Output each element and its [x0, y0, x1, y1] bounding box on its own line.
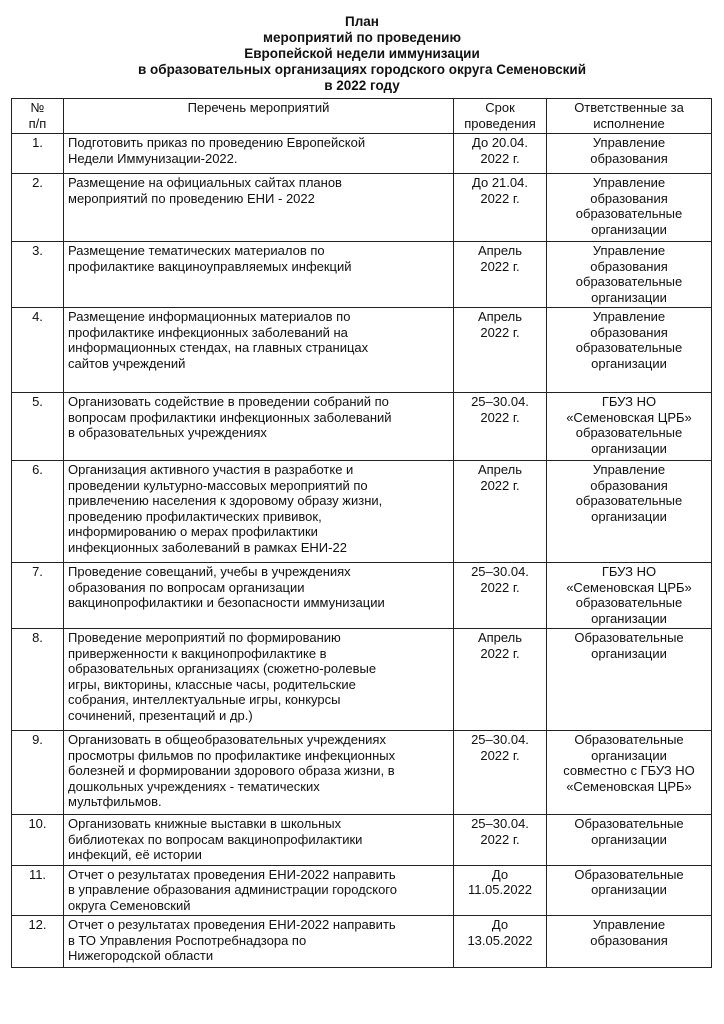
- row-responsible-line: Образовательные: [574, 630, 684, 645]
- row-responsible-line: Управление: [592, 462, 666, 477]
- row-responsible-line: Управление: [592, 309, 666, 324]
- table-row: [12, 461, 712, 563]
- row-term-line: Апрель: [477, 309, 523, 324]
- row-number: 8.: [12, 629, 64, 731]
- table-row: [12, 174, 712, 242]
- row-event-line: привлечению населения к здоровому образу жизни,: [68, 493, 383, 508]
- row-event: [64, 461, 454, 563]
- row-responsible: [547, 916, 712, 968]
- title-line: Европейской недели иммунизации: [244, 46, 480, 61]
- row-number: 2.: [12, 174, 64, 242]
- row-event-line: в управление образования администрации городского: [68, 882, 397, 897]
- row-event: [64, 308, 454, 393]
- row-term: [454, 308, 547, 393]
- row-number: 9.: [12, 731, 64, 815]
- row-term-line: До: [491, 917, 509, 932]
- row-responsible-line: образования: [590, 324, 668, 340]
- row-term-line: 2022 г.: [480, 477, 520, 493]
- row-event-line: мероприятий по проведению ЕНИ - 2022: [68, 190, 315, 206]
- row-event-line: Проведение совещаний, учебы в учреждениях: [68, 564, 351, 579]
- row-term-line: 2022 г.: [480, 190, 520, 206]
- row-responsible-line: ГБУЗ НО: [601, 394, 657, 409]
- row-responsible-line: Управление: [592, 917, 666, 932]
- row-term-line: До 20.04.: [472, 135, 528, 150]
- row-event-line: инфекционных заболеваний в рамках ЕНИ-22: [68, 539, 347, 555]
- row-event-line: Размещение информационных материалов по: [68, 309, 351, 324]
- row-event-line: Организовать содействие в проведении собраний по: [68, 394, 389, 409]
- row-responsible: [547, 393, 712, 461]
- table-row: [12, 629, 712, 731]
- row-term-line: 2022 г.: [480, 324, 520, 340]
- table-row: [12, 563, 712, 629]
- row-number: 5.: [12, 393, 64, 461]
- row-event-line: проведении культурно-массовых мероприятий по: [68, 477, 368, 493]
- row-event: [64, 563, 454, 629]
- row-responsible: [547, 815, 712, 866]
- row-event-line: информированию о мерах профилактики: [68, 524, 318, 539]
- row-responsible-line: образования: [590, 190, 668, 206]
- row-term: [454, 731, 547, 815]
- row-number: 3.: [12, 242, 64, 308]
- row-term-line: Апрель: [477, 462, 523, 477]
- row-term: [454, 393, 547, 461]
- row-term-line: 13.05.2022: [467, 932, 533, 948]
- row-term: [454, 134, 547, 174]
- row-number: 4.: [12, 308, 64, 393]
- row-responsible-line: организации: [591, 221, 667, 237]
- row-event-line: округа Семеновский: [68, 897, 191, 913]
- row-number: 10.: [12, 815, 64, 866]
- row-term: [454, 865, 547, 916]
- row-responsible-line: образования: [590, 477, 668, 493]
- row-term-line: 2022 г.: [480, 579, 520, 595]
- title-line: План: [345, 14, 379, 29]
- row-number: 7.: [12, 563, 64, 629]
- row-event-line: Отчет о результатах проведения ЕНИ-2022 направить: [68, 917, 396, 932]
- row-term: [454, 815, 547, 866]
- row-responsible-line: «Семеновская ЦРБ»: [566, 778, 692, 794]
- row-responsible-line: образовательные: [575, 595, 683, 610]
- row-responsible-line: образовательные: [575, 340, 683, 355]
- row-event: [64, 134, 454, 174]
- header-line: исполнение: [593, 115, 665, 131]
- row-term-line: До: [491, 866, 509, 882]
- row-responsible-line: организации: [591, 508, 667, 524]
- row-responsible: [547, 242, 712, 308]
- row-number: 12.: [12, 916, 64, 968]
- row-responsible-line: организации: [591, 747, 667, 763]
- row-responsible-line: совместно с ГБУЗ НО: [563, 763, 695, 778]
- row-event-line: собрания, интеллектуальные игры, конкурсы: [68, 692, 341, 707]
- document-title: [0, 14, 724, 94]
- title-line: в образовательных организациях городского округа Семеновский: [137, 62, 587, 77]
- row-responsible-line: Управление: [592, 243, 666, 258]
- row-term-line: Апрель: [477, 630, 523, 645]
- table-header-row: [12, 99, 712, 134]
- row-event: [64, 393, 454, 461]
- row-responsible-line: образовательные: [575, 493, 683, 508]
- header-events: [64, 99, 454, 134]
- row-responsible-line: образования: [590, 150, 668, 166]
- header-line: п/п: [28, 115, 47, 131]
- row-term-line: 2022 г.: [480, 150, 520, 166]
- header-line: Срок: [485, 100, 515, 115]
- row-responsible: [547, 865, 712, 916]
- table-row: [12, 815, 712, 866]
- row-event-line: вопросам профилактики инфекционных заболеваний: [68, 409, 392, 425]
- row-term-line: 2022 г.: [480, 409, 520, 425]
- row-event-line: профилактике инфекционных заболеваний на: [68, 324, 348, 340]
- row-responsible-line: организации: [591, 882, 667, 897]
- row-event-line: Размещение на официальных сайтах планов: [68, 175, 342, 190]
- row-responsible: [547, 308, 712, 393]
- row-event-line: проведению профилактических прививок,: [68, 508, 322, 524]
- events-table: [11, 98, 712, 968]
- row-event-line: библиотеках по вопросам вакцинопрофилактики: [68, 831, 363, 847]
- row-event-line: Организовать в общеобразовательных учреждениях: [68, 732, 386, 747]
- row-responsible-line: «Семеновская ЦРБ»: [566, 579, 692, 595]
- header-line: проведения: [464, 115, 536, 131]
- row-event-line: дошкольных учреждениях - тематических: [68, 778, 320, 794]
- table-row: [12, 393, 712, 461]
- row-event-line: информационных стендах, на главных страницах: [68, 340, 369, 355]
- header-number: [12, 99, 64, 134]
- row-responsible-line: образования: [590, 258, 668, 274]
- row-event-line: профилактике вакциноуправляемых инфекций: [68, 258, 352, 274]
- row-responsible-line: организации: [591, 645, 667, 661]
- row-event: [64, 174, 454, 242]
- row-event-line: приверженности к вакцинопрофилактике в: [68, 645, 327, 661]
- row-responsible: [547, 134, 712, 174]
- row-term-line: 11.05.2022: [467, 882, 533, 897]
- row-event-line: Организовать книжные выставки в школьных: [68, 816, 342, 831]
- row-event-line: Отчет о результатах проведения ЕНИ-2022 направить: [68, 866, 396, 882]
- row-event-line: Организация активного участия в разработке и: [68, 462, 354, 477]
- row-responsible: [547, 629, 712, 731]
- row-term-line: 25–30.04.: [471, 394, 529, 409]
- row-event-line: в ТО Управления Роспотребнадзора по: [68, 932, 307, 948]
- header-line: Перечень мероприятий: [187, 100, 330, 115]
- row-responsible-line: Управление: [592, 175, 666, 190]
- row-term-line: 2022 г.: [480, 258, 520, 274]
- row-responsible-line: организации: [591, 831, 667, 847]
- row-event-line: инфекций, её истории: [68, 847, 202, 862]
- row-event: [64, 731, 454, 815]
- row-responsible-line: ГБУЗ НО: [601, 564, 657, 579]
- row-event-line: образовательных организациях (сюжетно-ролевые: [68, 661, 377, 676]
- row-event-line: просмотры фильмов по профилактике инфекционных: [68, 747, 396, 763]
- row-event-line: игры, викторины, классные часы, родительские: [68, 676, 356, 692]
- table-row: [12, 865, 712, 916]
- title-line: в 2022 году: [324, 78, 400, 93]
- row-event-line: болезней и формировании здорового образа жизни, в: [68, 763, 395, 778]
- row-responsible-line: образовательные: [575, 206, 683, 221]
- row-responsible: [547, 563, 712, 629]
- table-row: [12, 916, 712, 968]
- row-number: 1.: [12, 134, 64, 174]
- row-term: [454, 563, 547, 629]
- table-row: [12, 731, 712, 815]
- row-responsible: [547, 461, 712, 563]
- row-number: 6.: [12, 461, 64, 563]
- row-term-line: До 21.04.: [472, 175, 528, 190]
- row-term: [454, 242, 547, 308]
- row-term-line: 25–30.04.: [471, 816, 529, 831]
- row-responsible-line: «Семеновская ЦРБ»: [566, 409, 692, 425]
- row-event-line: Нижегородской области: [68, 948, 214, 963]
- row-event: [64, 242, 454, 308]
- row-event-line: мультфильмов.: [68, 794, 162, 809]
- row-responsible-line: Образовательные: [574, 816, 684, 831]
- row-responsible-line: организации: [591, 355, 667, 371]
- row-term: [454, 461, 547, 563]
- table-row: [12, 134, 712, 174]
- row-event-line: в образовательных учреждениях: [68, 425, 267, 440]
- row-responsible-line: организации: [591, 610, 667, 626]
- row-responsible-line: Образовательные: [574, 732, 684, 747]
- row-responsible-line: Образовательные: [574, 866, 684, 882]
- row-event-line: Недели Иммунизации-2022.: [68, 150, 238, 166]
- header-line: Ответственные за: [574, 100, 684, 115]
- row-term-line: 2022 г.: [480, 747, 520, 763]
- row-number: 11.: [12, 865, 64, 916]
- row-event-line: Проведение мероприятий по формированию: [68, 630, 341, 645]
- row-responsible-line: Управление: [592, 135, 666, 150]
- row-responsible: [547, 174, 712, 242]
- header-line: №: [30, 100, 45, 115]
- row-event: [64, 916, 454, 968]
- row-responsible: [547, 731, 712, 815]
- row-term-line: Апрель: [477, 243, 523, 258]
- row-term-line: 25–30.04.: [471, 732, 529, 747]
- row-term-line: 2022 г.: [480, 831, 520, 847]
- row-event: [64, 815, 454, 866]
- row-event-line: вакцинопрофилактики и безопасности иммунизации: [68, 595, 385, 610]
- title-line: мероприятий по проведению: [262, 30, 461, 45]
- table-row: [12, 242, 712, 308]
- row-event-line: образования по вопросам организации: [68, 579, 305, 595]
- row-responsible-line: образовательные: [575, 425, 683, 440]
- row-term: [454, 916, 547, 968]
- row-event: [64, 629, 454, 731]
- row-event-line: Подготовить приказ по проведению Европейской: [68, 135, 366, 150]
- header-term: [454, 99, 547, 134]
- row-responsible-line: организации: [591, 440, 667, 456]
- row-term-line: 2022 г.: [480, 645, 520, 661]
- row-term-line: 25–30.04.: [471, 564, 529, 579]
- header-responsible: [547, 99, 712, 134]
- table-row: [12, 308, 712, 393]
- row-event-line: сайтов учреждений: [68, 355, 186, 371]
- row-event: [64, 865, 454, 916]
- row-responsible-line: организации: [591, 289, 667, 305]
- row-responsible-line: образования: [590, 932, 668, 948]
- row-event-line: Размещение тематических материалов по: [68, 243, 325, 258]
- row-term: [454, 174, 547, 242]
- row-event-line: сочинений, презентаций и др.): [68, 707, 253, 723]
- row-responsible-line: образовательные: [575, 274, 683, 289]
- row-term: [454, 629, 547, 731]
